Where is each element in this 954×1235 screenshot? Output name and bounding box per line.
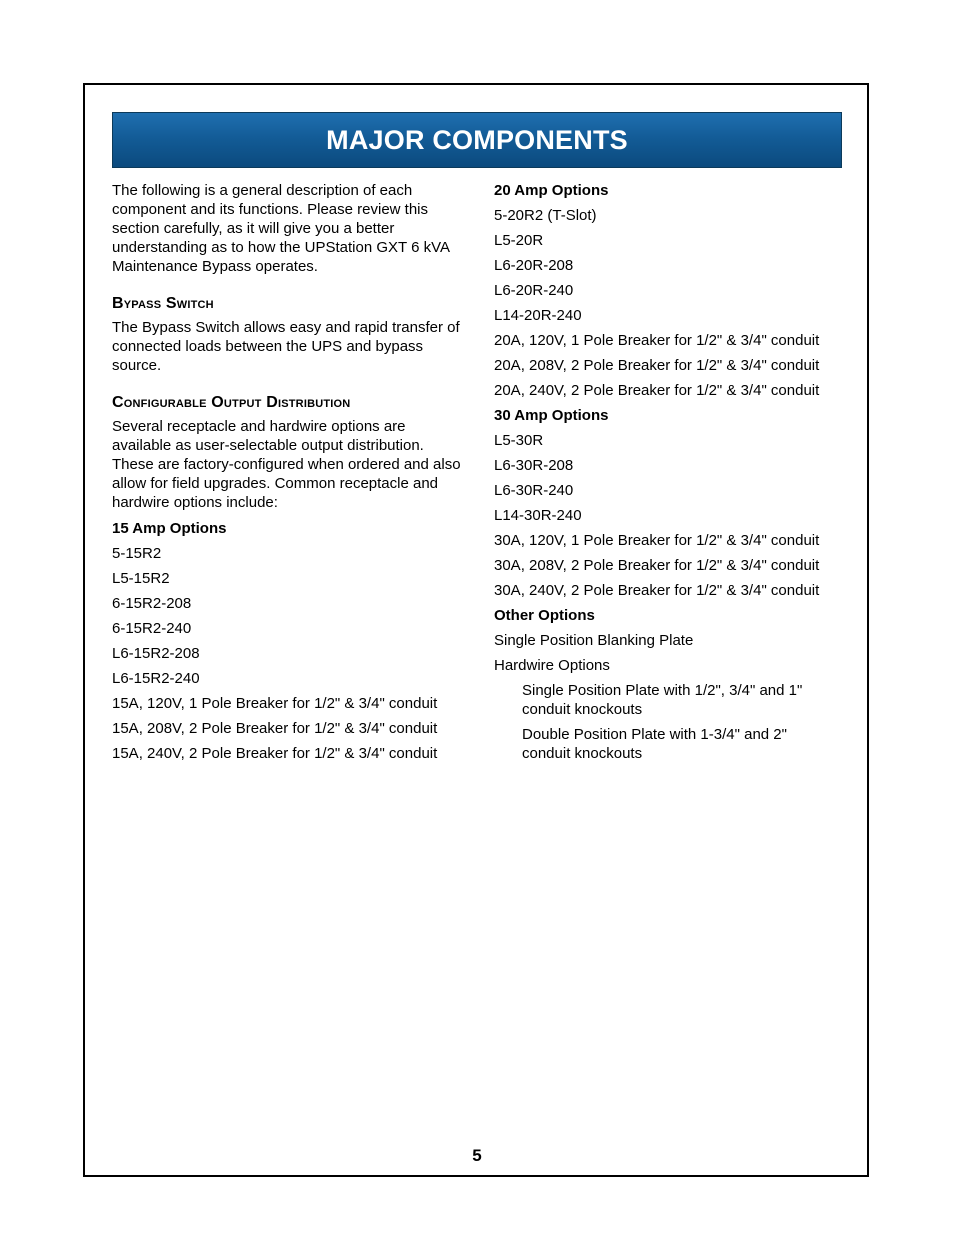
other-heading: Other Options	[494, 607, 595, 624]
list-item: 30A, 240V, 2 Pole Breaker for 1/2" & 3/4" conduit	[494, 582, 820, 599]
page-title: MAJOR COMPONENTS	[326, 124, 628, 155]
bypass-switch-heading: Bypass Switch	[112, 295, 214, 312]
list-item: 20A, 208V, 2 Pole Breaker for 1/2" & 3/4" conduit	[494, 357, 820, 374]
distribution-text: Several receptacle and hardwire options are available as user-selectable output distribution. These are factory-configured when ordered and also allow for field upgrades. Common receptacle and hardwire options include:	[112, 418, 461, 511]
page-number: 5	[472, 1146, 482, 1165]
sub-list-item: Double Position Plate with 1-3/4" and 2" conduit knockouts	[522, 726, 787, 762]
list-item: 5-20R2 (T-Slot)	[494, 207, 597, 224]
list-item: Hardwire Options	[494, 657, 610, 674]
list-item: L6-20R-240	[494, 282, 574, 299]
bypass-switch-text: The Bypass Switch allows easy and rapid transfer of connected loads between the UPS and bypass source.	[112, 319, 460, 374]
list-item: 30A, 208V, 2 Pole Breaker for 1/2" & 3/4" conduit	[494, 557, 820, 574]
list-item: 20A, 120V, 1 Pole Breaker for 1/2" & 3/4" conduit	[494, 332, 820, 349]
amp20-group	[494, 181, 839, 400]
list-item: 15A, 120V, 1 Pole Breaker for 1/2" & 3/4" conduit	[112, 695, 438, 712]
right-column	[494, 181, 839, 769]
amp30-group	[494, 406, 839, 600]
list-item: L6-15R2-208	[112, 645, 200, 662]
list-item: 6-15R2-208	[112, 595, 192, 612]
list-item: 20A, 240V, 2 Pole Breaker for 1/2" & 3/4" conduit	[494, 382, 820, 399]
hardwire-sub-list	[494, 681, 839, 763]
list-item: L6-20R-208	[494, 257, 574, 274]
amp15-heading: 15 Amp Options	[112, 520, 227, 537]
title-banner	[112, 112, 842, 168]
list-item: L6-30R-208	[494, 457, 574, 474]
list-item: 6-15R2-240	[112, 620, 192, 637]
list-item: 30A, 120V, 1 Pole Breaker for 1/2" & 3/4" conduit	[494, 532, 820, 549]
list-item: L6-30R-240	[494, 482, 574, 499]
amp15-group	[112, 519, 467, 763]
amp20-heading: 20 Amp Options	[494, 182, 609, 199]
list-item: L14-30R-240	[494, 507, 582, 524]
list-item: Single Position Blanking Plate	[494, 632, 694, 649]
amp30-heading: 30 Amp Options	[494, 407, 609, 424]
sub-list-item: Single Position Plate with 1/2", 3/4" and 1" conduit knockouts	[522, 682, 803, 718]
left-column	[112, 181, 467, 769]
intro-paragraph: The following is a general description of each component and its functions. Please review this section carefully, as it will give you a better understanding as to how the UPStation GXT 6 kVA Maintenance Bypass operates.	[112, 182, 450, 275]
list-item: L14-20R-240	[494, 307, 582, 324]
list-item: 15A, 240V, 2 Pole Breaker for 1/2" & 3/4" conduit	[112, 745, 438, 762]
list-item: L5-30R	[494, 432, 544, 449]
list-item: L5-15R2	[112, 570, 170, 587]
list-item: 5-15R2	[112, 545, 162, 562]
distribution-heading: Configurable Output Distribution	[112, 394, 351, 411]
list-item: L6-15R2-240	[112, 670, 200, 687]
other-group	[494, 606, 839, 763]
list-item: 15A, 208V, 2 Pole Breaker for 1/2" & 3/4" conduit	[112, 720, 438, 737]
list-item: L5-20R	[494, 232, 544, 249]
